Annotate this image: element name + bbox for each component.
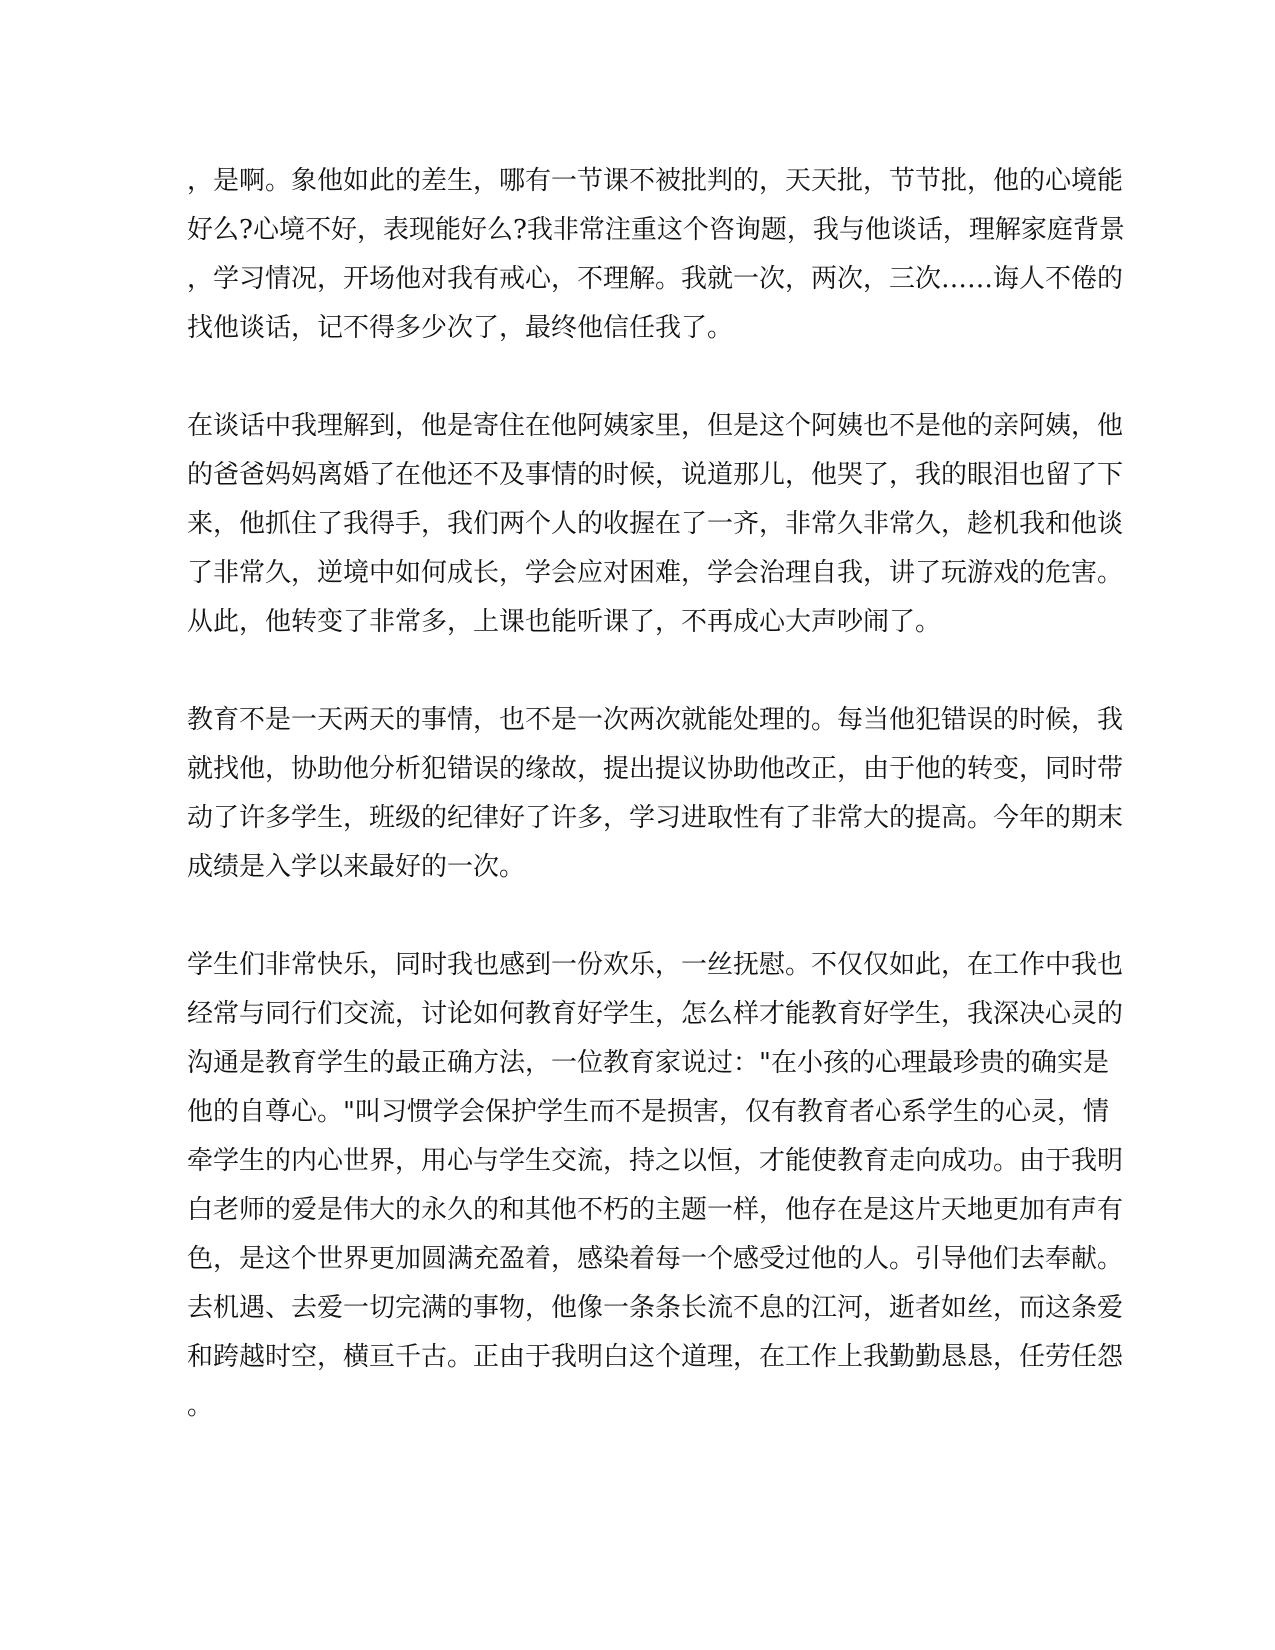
text-line: 沟通是教育学生的最正确方法，一位教育家说过："在小孩的心理最珍贵的确实是 <box>187 1048 1109 1078</box>
text-line: ，学习情况，开场他对我有戒心，不理解。我就一次，两次，三次……诲人不倦的 <box>187 264 1124 294</box>
text-line: ，是啊。象他如此的差生，哪有一节课不被批判的，天天批，节节批，他的心境能 <box>187 166 1124 196</box>
text-line: 从此，他转变了非常多，上课也能听课了，不再成心大声吵闹了。 <box>187 607 942 637</box>
text-line: 成绩是入学以来最好的一次。 <box>187 852 526 882</box>
text-line: 学生们非常快乐，同时我也感到一份欢乐，一丝抚慰。不仅仅如此，在工作中我也 <box>187 950 1124 980</box>
text-line: 了非常久，逆境中如何成长，学会应对困难，学会治理自我，讲了玩游戏的危害。 <box>187 558 1124 588</box>
paragraph-2 <box>187 402 1124 647</box>
text-line: 来，他抓住了我得手，我们两个人的收握在了一齐，非常久非常久，趁机我和他谈 <box>187 509 1124 539</box>
text-line: 去机遇、去爱一切完满的事物，他像一条条长流不息的江河，逝者如丝，而这条爱 <box>187 1293 1124 1323</box>
text-line: 好么?心境不好，表现能好么?我非常注重这个咨询题，我与他谈话，理解家庭背景 <box>187 215 1125 245</box>
text-line: 的爸爸妈妈离婚了在他还不及事情的时候，说道那儿，他哭了，我的眼泪也留了下 <box>187 460 1124 490</box>
text-line: 经常与同行们交流，讨论如何教育好学生，怎么样才能教育好学生，我深决心灵的 <box>187 999 1124 1029</box>
text-line: 动了许多学生，班级的纪律好了许多，学习进取性有了非常大的提高。今年的期末 <box>187 803 1124 833</box>
text-line: 和跨越时空，横亘千古。正由于我明白这个道理，在工作上我勤勤恳恳，任劳任怨 <box>187 1342 1124 1372</box>
text-line: 在谈话中我理解到，他是寄住在他阿姨家里，但是这个阿姨也不是他的亲阿姨，他 <box>187 411 1124 441</box>
paragraph-3 <box>187 696 1124 892</box>
text-line: 白老师的爱是伟大的永久的和其他不朽的主题一样，他存在是这片天地更加有声有 <box>187 1195 1124 1225</box>
text-line: 他的自尊心。"叫习惯学会保护学生而不是损害，仅有教育者心系学生的心灵，情 <box>187 1097 1109 1127</box>
text-line: 色，是这个世界更加圆满充盈着，感染着每一个感受过他的人。引导他们去奉献。 <box>187 1244 1124 1274</box>
paragraph-4 <box>187 941 1124 1431</box>
text-line: 。 <box>187 1391 214 1421</box>
text-line: 找他谈话，记不得多少次了，最终他信任我了。 <box>187 313 734 343</box>
text-line: 就找他，协助他分析犯错误的缘故，提出提议协助他改正，由于他的转变，同时带 <box>187 754 1124 784</box>
text-line: 牵学生的内心世界，用心与学生交流，持之以恒，才能使教育走向成功。由于我明 <box>187 1146 1124 1176</box>
text-line: 教育不是一天两天的事情，也不是一次两次就能处理的。每当他犯错误的时候，我 <box>187 705 1124 735</box>
paragraph-1 <box>187 157 1125 353</box>
